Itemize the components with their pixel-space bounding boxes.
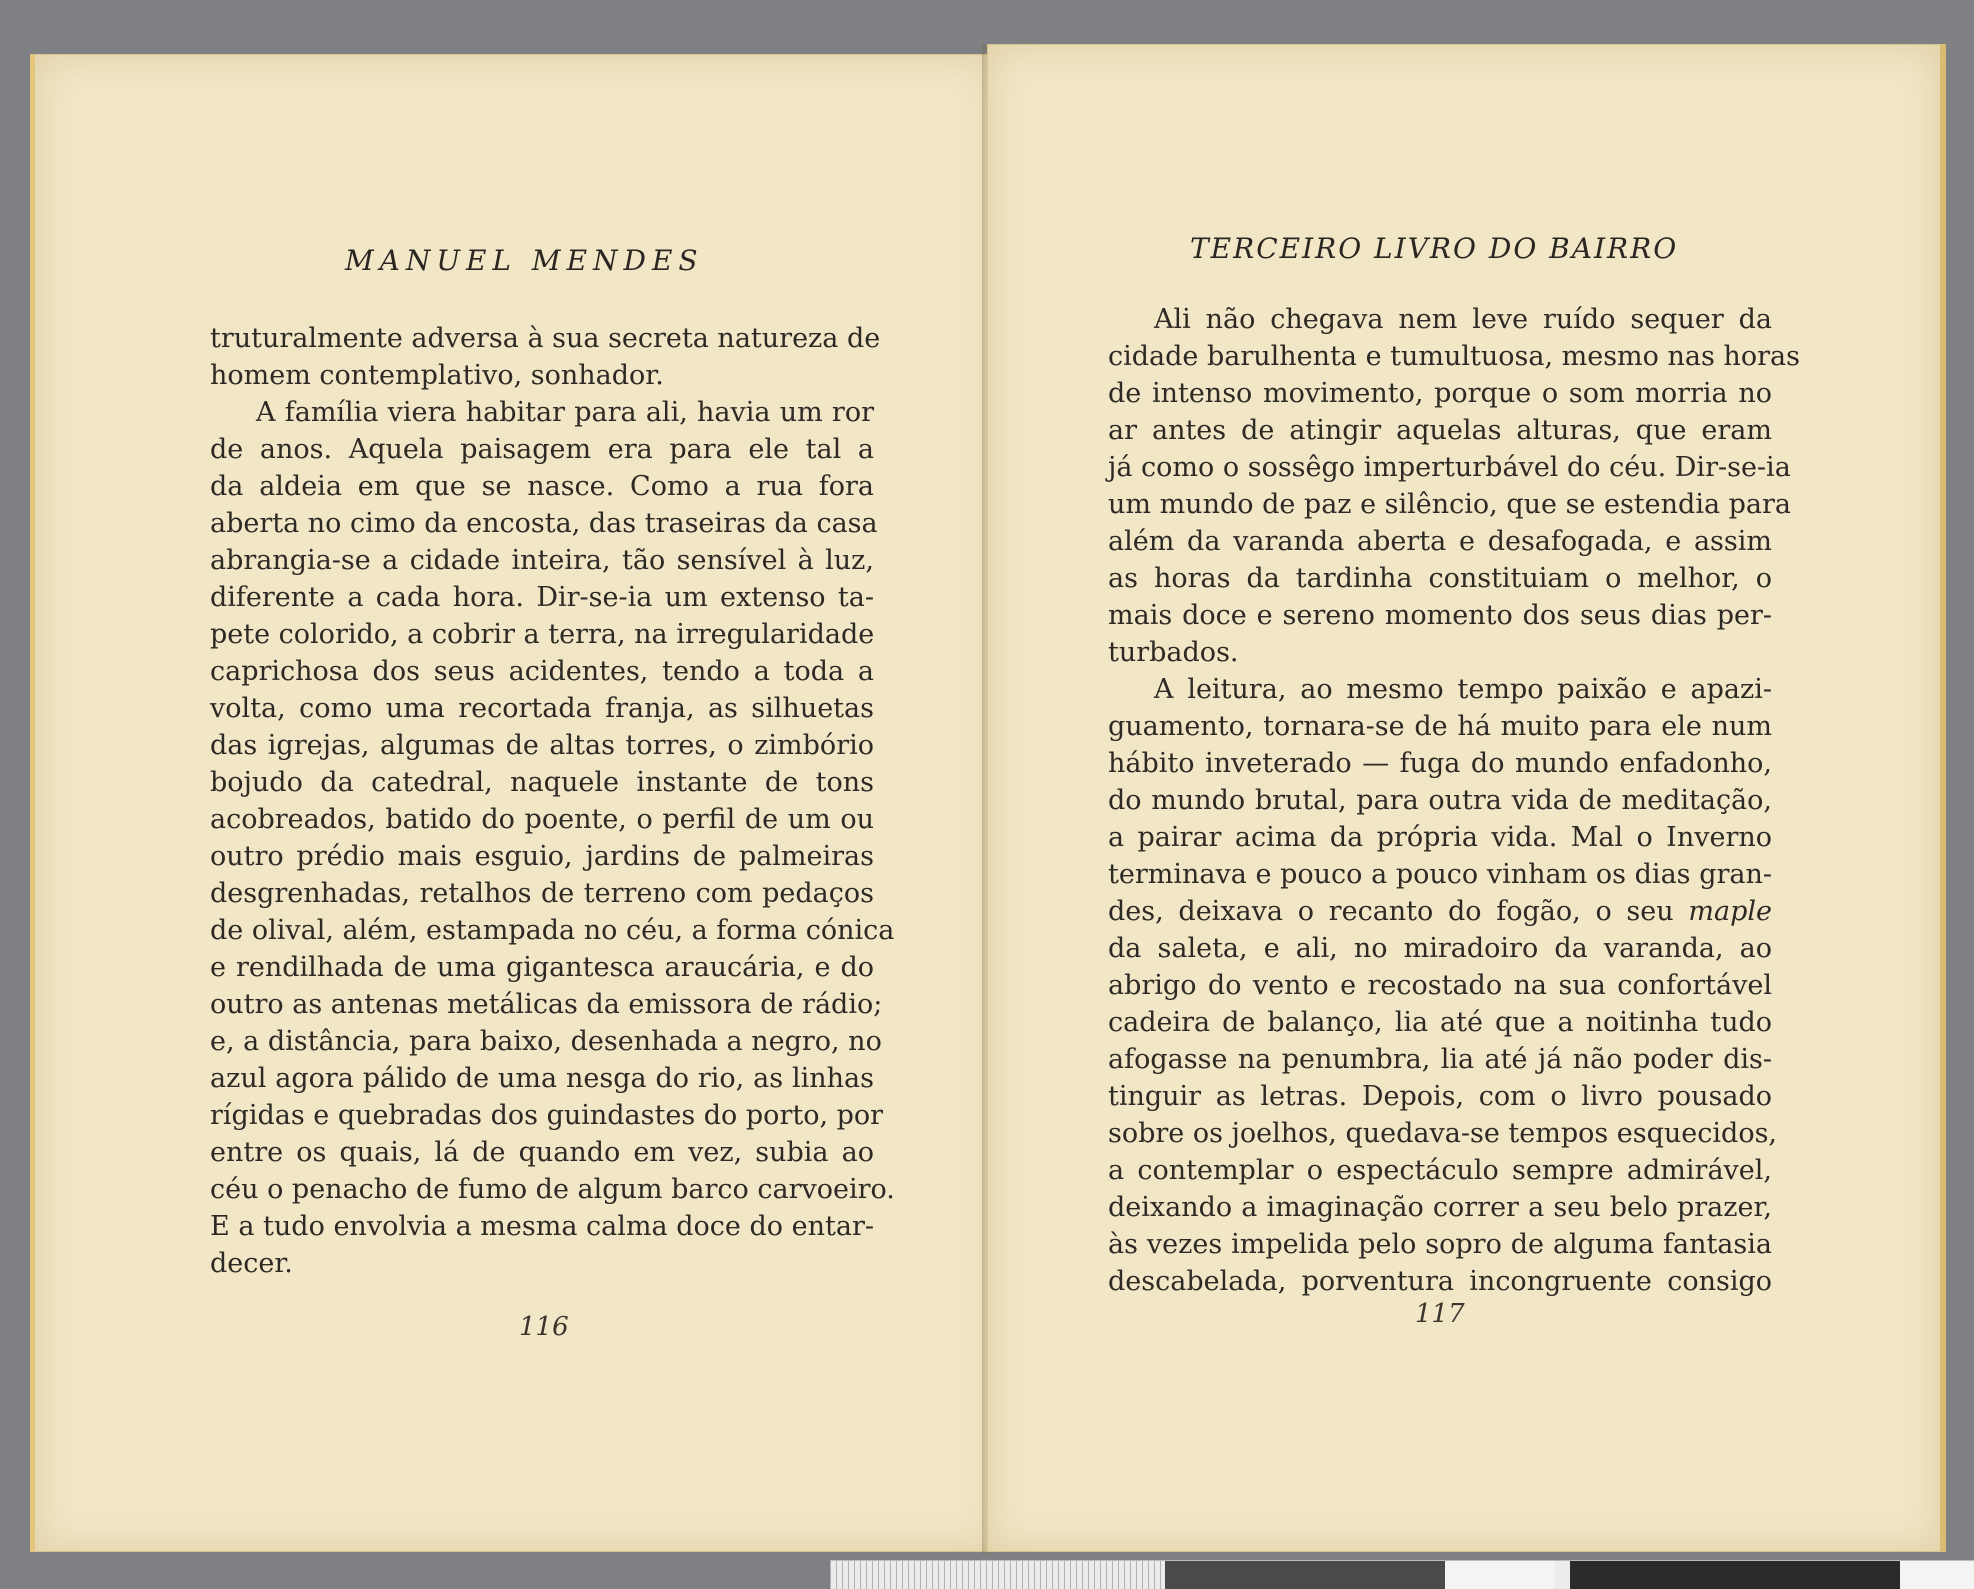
text-line: ar antes de atingir aquelas alturas, que eram: [1108, 415, 1772, 446]
text-line: sobre os joelhos, quedava-se tempos esquecidos,: [1108, 1118, 1778, 1149]
ruler-ticks: [830, 1561, 1170, 1589]
text-line: já como o sossêgo imperturbável do céu. Dir-se-ia: [1108, 452, 1791, 483]
text-line: às vezes impelida pelo sopro de alguma fantasia: [1108, 1229, 1772, 1260]
text-line: outro as antenas metálicas da emissora de rádio;: [210, 989, 883, 1020]
text-line: terminava e pouco a pouco vinham os dias gran-: [1108, 859, 1772, 890]
ruler-segment: [1570, 1561, 1900, 1589]
text-line: e rendilhada de uma gigantesca araucária, e do: [210, 952, 874, 983]
text-line: cadeira de balanço, lia até que a noitinha tudo: [1108, 1007, 1772, 1038]
text-line: a contemplar o espectáculo sempre admirável,: [1108, 1155, 1772, 1186]
text-line: afogasse na penumbra, lia até já não poder dis-: [1108, 1044, 1772, 1075]
text-line: E a tudo envolvia a mesma calma doce do entar-: [210, 1211, 874, 1242]
ruler-segment: [1445, 1561, 1555, 1589]
text-line: de intenso movimento, porque o som morria no: [1108, 378, 1772, 409]
left-page-number: 116: [519, 1312, 569, 1342]
text-line: Ali não chegava nem leve ruído sequer da: [1154, 304, 1772, 335]
text-line: bojudo da catedral, naquele instante de tons: [210, 767, 874, 798]
italic-word: maple: [1688, 896, 1772, 927]
text-line: da saleta, e ali, no miradoiro da varanda, ao: [1108, 933, 1772, 964]
text-line: das igrejas, algumas de altas torres, o zimbório: [210, 730, 874, 761]
text-line: abrigo do vento e recostado na sua confortável: [1108, 970, 1772, 1001]
text-line: outro prédio mais esguio, jardins de palmeiras: [210, 841, 874, 872]
left-page: [30, 54, 998, 1552]
text-line: e, a distância, para baixo, desenhada a negro, no: [210, 1026, 882, 1057]
text-line: da aldeia em que se nasce. Como a rua fora: [210, 471, 874, 502]
text-line: guamento, tornara-se de há muito para ele num: [1108, 711, 1772, 742]
text-segment: des, deixava o recanto do fogão, o seu: [1108, 896, 1674, 927]
text-line: turbados.: [1108, 637, 1239, 668]
text-line: A família viera habitar para ali, havia um ror: [256, 397, 874, 428]
text-line: rígidas e quebradas dos guindastes do porto, por: [210, 1100, 884, 1131]
scale-ruler: [830, 1560, 1974, 1589]
text-line: A leitura, ao mesmo tempo paixão e apazi-: [1154, 674, 1772, 705]
text-line: desgrenhadas, retalhos de terreno com pedaços: [210, 878, 874, 909]
text-line: hábito inveterado — fuga do mundo enfadonho,: [1108, 748, 1772, 779]
ruler-segment: [1900, 1561, 1974, 1589]
text-line: caprichosa dos seus acidentes, tendo a toda a: [210, 656, 874, 687]
text-line: entre os quais, lá de quando em vez, subia ao: [210, 1137, 874, 1168]
text-line: mais doce e sereno momento dos seus dias per-: [1108, 600, 1772, 631]
text-line: um mundo de paz e silêncio, que se estendia para: [1108, 489, 1792, 520]
text-line: cidade barulhenta e tumultuosa, mesmo nas horas: [1108, 341, 1800, 372]
text-line-with-italic: [1108, 893, 1772, 930]
text-line: do mundo brutal, para outra vida de meditação,: [1108, 785, 1772, 816]
text-line: pete colorido, a cobrir a terra, na irregularidade: [210, 619, 875, 650]
right-page: [987, 44, 1946, 1552]
text-line: azul agora pálido de uma nesga do rio, as linhas: [210, 1063, 874, 1094]
right-running-head: TERCEIRO LIVRO DO BAIRRO: [1190, 232, 1679, 265]
right-text-block: [1108, 301, 1800, 1300]
right-page-number: 117: [1415, 1299, 1465, 1329]
text-line: homem contemplativo, sonhador.: [210, 360, 664, 391]
text-line: truturalmente adversa à sua secreta natureza de: [210, 323, 881, 354]
left-running-head: MANUEL MENDES: [345, 244, 704, 277]
text-line: volta, como uma recortada franja, as silhuetas: [210, 693, 874, 724]
text-line: a pairar acima da própria vida. Mal o Inverno: [1108, 822, 1772, 853]
text-line: abrangia-se a cidade inteira, tão sensível à luz,: [210, 545, 874, 576]
text-line: tinguir as letras. Depois, com o livro pousado: [1108, 1081, 1772, 1112]
ruler-segment: [1165, 1561, 1445, 1589]
text-line: diferente a cada hora. Dir-se-ia um extenso ta-: [210, 582, 874, 613]
left-text-block: [210, 320, 895, 1282]
text-line: descabelada, porventura incongruente consigo: [1108, 1266, 1772, 1297]
text-line: acobreados, batido do poente, o perfil de um ou: [210, 804, 874, 835]
text-line: deixando a imaginação correr a seu belo prazer,: [1108, 1192, 1772, 1223]
text-line: de olival, além, estampada no céu, a forma cónica: [210, 915, 895, 946]
text-line: decer.: [210, 1248, 293, 1279]
text-line: além da varanda aberta e desafogada, e assim: [1108, 526, 1772, 557]
text-line: céu o penacho de fumo de algum barco carvoeiro.: [210, 1174, 895, 1205]
text-line: as horas da tardinha constituiam o melhor, o: [1108, 563, 1772, 594]
text-line: de anos. Aquela paisagem era para ele tal a: [210, 434, 874, 465]
text-line: aberta no cimo da encosta, das traseiras da casa: [210, 508, 878, 539]
